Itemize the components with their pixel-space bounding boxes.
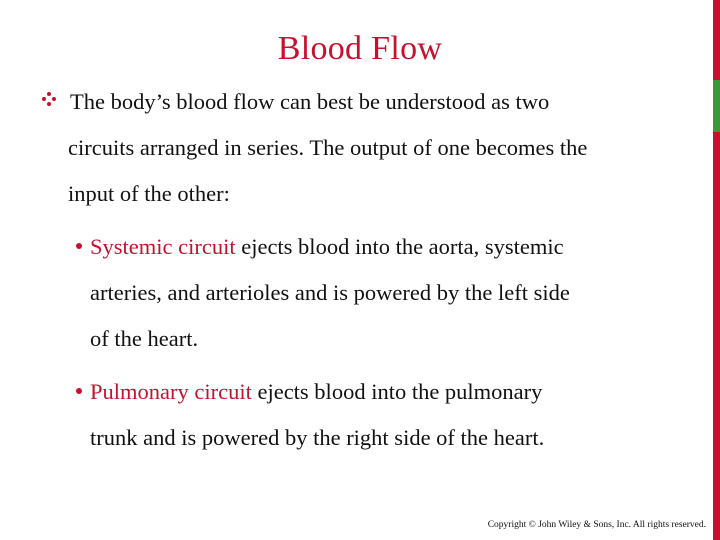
sub-point-first-line — [90, 224, 570, 270]
edge-accent-green — [713, 80, 720, 132]
sub-point-text: ejects blood into the pulmonary — [251, 379, 543, 404]
slide-title: Blood Flow — [277, 30, 443, 67]
main-point-line: input of the other: — [68, 181, 230, 206]
main-point — [70, 79, 589, 217]
edge-accent-bottom — [713, 132, 720, 540]
sub-point-line: arteries, and arterioles and is powered by the left side — [90, 280, 570, 305]
dot-bullet-icon — [76, 388, 82, 394]
sub-point-systemic — [90, 224, 570, 362]
sub-point-line: trunk and is powered by the right side of the heart. — [90, 425, 545, 450]
sub-point-text: ejects blood into the aorta, systemic — [235, 234, 564, 259]
sub-point-pulmonary — [90, 369, 544, 461]
sub-point-line: of the heart. — [90, 326, 199, 351]
sub-point-first-line — [90, 369, 544, 415]
term-systemic-circuit: Systemic circuit — [90, 234, 236, 259]
copyright-notice: Copyright © John Wiley & Sons, Inc. All rights reserved. — [487, 520, 706, 530]
main-point-line: circuits arranged in series. The output of one becomes the — [68, 135, 588, 160]
dot-bullet-icon — [76, 243, 82, 249]
main-point-line: The body’s blood flow can best be understood as two — [70, 89, 550, 114]
diamond-dots-icon — [40, 90, 58, 108]
term-pulmonary-circuit: Pulmonary circuit — [90, 379, 252, 404]
